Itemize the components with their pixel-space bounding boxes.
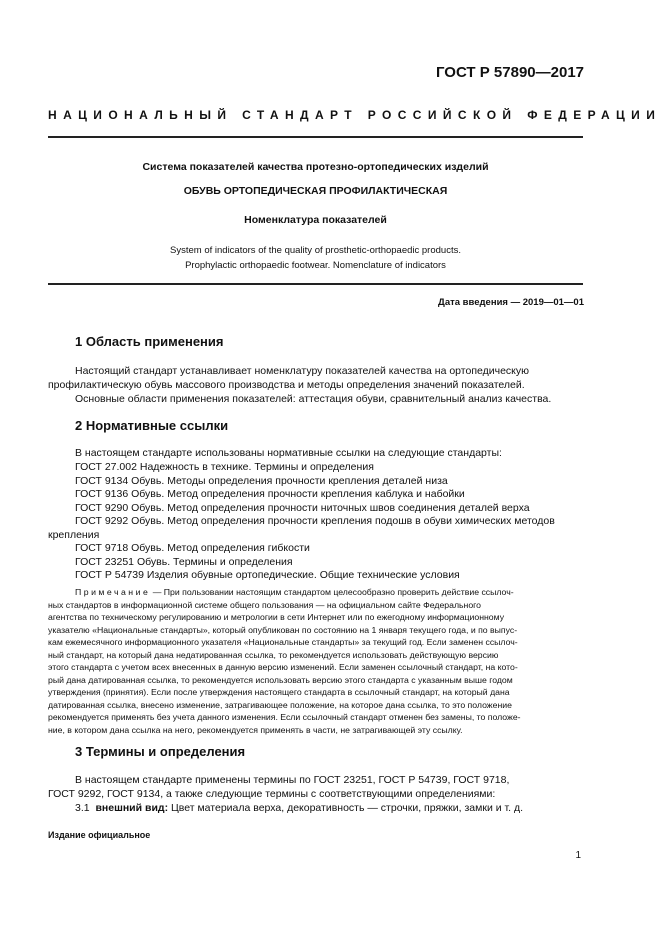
reference-item: ГОСТ 9136 Обувь. Метод определения прочности крепления каблука и набойки — [75, 488, 465, 500]
section-1-paragraph-1-line-1: Настоящий стандарт устанавливает номенклатуру показателей качества на ортопедическую — [75, 365, 530, 377]
main-title: ОБУВЬ ОРТОПЕДИЧЕСКАЯ ПРОФИЛАКТИЧЕСКАЯ — [183, 185, 448, 197]
reference-item: ГОСТ 9134 Обувь. Методы определения прочности крепления деталей низа — [75, 474, 448, 487]
reference-item: ГОСТ 23251 Обувь. Термины и определения — [75, 555, 293, 568]
section-2-heading: 2 Нормативные ссылки — [75, 418, 229, 433]
reference-item: ГОСТ Р 54739 Изделия обувные ортопедические. Общие технические условия — [75, 569, 460, 581]
english-title — [48, 243, 583, 273]
section-3-paragraph-line-2: ГОСТ 9292, ГОСТ 9134, а также следующие термины с соответствующими определениями: — [48, 788, 496, 800]
references-list — [75, 461, 583, 529]
references-list-2 — [75, 542, 583, 583]
note-line: рекомендуется применять без учета данного изменения. Если ссылочный стандарт отменен без замены, то положе- — [48, 712, 521, 722]
note-line: рый дана датированная ссылка, то рекомендуется использовать версию этого стандарта с указанным выше годом — [48, 674, 513, 685]
english-title-line-1: System of indicators of the quality of prosthetic-orthopaedic products. — [170, 245, 461, 256]
reference-wrap: крепления — [48, 529, 100, 541]
note-line: датированная ссылка, внесено изменение, затрагивающее положение, на которое дана ссылка, то это положение — [48, 699, 512, 710]
term-number: 3.1 — [75, 802, 90, 814]
subtitle: Номенклатура показателей — [244, 214, 387, 226]
system-title: Система показателей качества протезно-ортопедических изделий — [142, 161, 489, 173]
term-3-1 — [75, 801, 583, 815]
section-1-paragraph-2: Основные области применения показателей: аттестация обуви, сравнительный анализ качества. — [75, 393, 552, 405]
note-line: ный стандарт, на который дана недатированная ссылка, то рекомендуется использовать действующую версию — [48, 649, 499, 660]
term-name: внешний вид: — [95, 802, 169, 814]
note-label: Примечание — [75, 587, 151, 597]
section-3-paragraph — [48, 773, 583, 801]
edition-label: Издание официальное — [48, 830, 151, 840]
reference-item: ГОСТ 9718 Обувь. Метод определения гибкости — [75, 542, 310, 554]
english-title-line-2: Prophylactic orthopaedic footwear. Nomenclature of indicators — [185, 260, 446, 271]
national-standard-banner: НАЦИОНАЛЬНЫЙ СТАНДАРТ РОССИЙСКОЙ ФЕДЕРАЦИИ — [48, 108, 661, 122]
reference-item: ГОСТ 9292 Обувь. Метод определения прочности крепления подошв в обуви химических методов — [75, 515, 555, 527]
note-line: ных стандартов в информационной системе общего пользования — на официальном сайте Федерального — [48, 599, 481, 610]
document-code: ГОСТ Р 57890—2017 — [435, 64, 584, 81]
reference-item: ГОСТ 9290 Обувь. Метод определения прочности ниточных швов соединения деталей верха — [75, 501, 530, 514]
note-line: этого стандарта с учетом всех внесенных в данную версию изменений. Если заменен ссылочный стандарт, на кото- — [48, 662, 518, 672]
note-line: указателю «Национальные стандарты», который опубликован по состоянию на 1 января текущего года, и по выпус- — [48, 624, 518, 635]
section-1-heading: 1 Область применения — [75, 334, 224, 349]
note-line: агентства по техническому регулированию и метрологии в сети Интернет или по ежегодному информационному — [48, 612, 505, 622]
section-3-heading: 3 Термины и определения — [75, 744, 246, 759]
references-lead: В настоящем стандарте использованы нормативные ссылки на следующие стандарты: — [75, 447, 502, 459]
term-definition: Цвет материала верха, декоративность — строчки, пряжки, замки и т. д. — [168, 802, 524, 814]
introduction-date: Дата введения — 2019—01—01 — [438, 297, 584, 308]
note-line: — При пользовании настоящим стандартом целесообразно проверить действие ссылоч- — [150, 587, 514, 597]
section-1-paragraph-1-line-2: профилактическую обувь массового производства и методы определения значений показателей. — [48, 379, 525, 391]
top-rule — [48, 136, 583, 138]
note-line: утверждения (принятия). Если после утверждения настоящего стандарта в ссылочный стандарт, на который дана — [48, 687, 510, 697]
section-3-paragraph-line-1: В настоящем стандарте применены термины по ГОСТ 23251, ГОСТ Р 54739, ГОСТ 9718, — [75, 774, 510, 786]
reference-item: ГОСТ 27.002 Надежность в технике. Термины и определения — [75, 461, 374, 473]
title-rule — [48, 283, 583, 285]
page-number: 1 — [575, 850, 581, 861]
note-line: ние, в котором дана ссылка на него, рекомендуется применять в части, не затрагивающей эту ссылку. — [48, 724, 463, 735]
note-line: кам ежемесячного информационного указателя «Национальные стандарты» за текущий год. Если заменен ссылоч- — [48, 637, 518, 647]
section-1-paragraph-1 — [48, 364, 583, 392]
references-note — [48, 586, 583, 736]
